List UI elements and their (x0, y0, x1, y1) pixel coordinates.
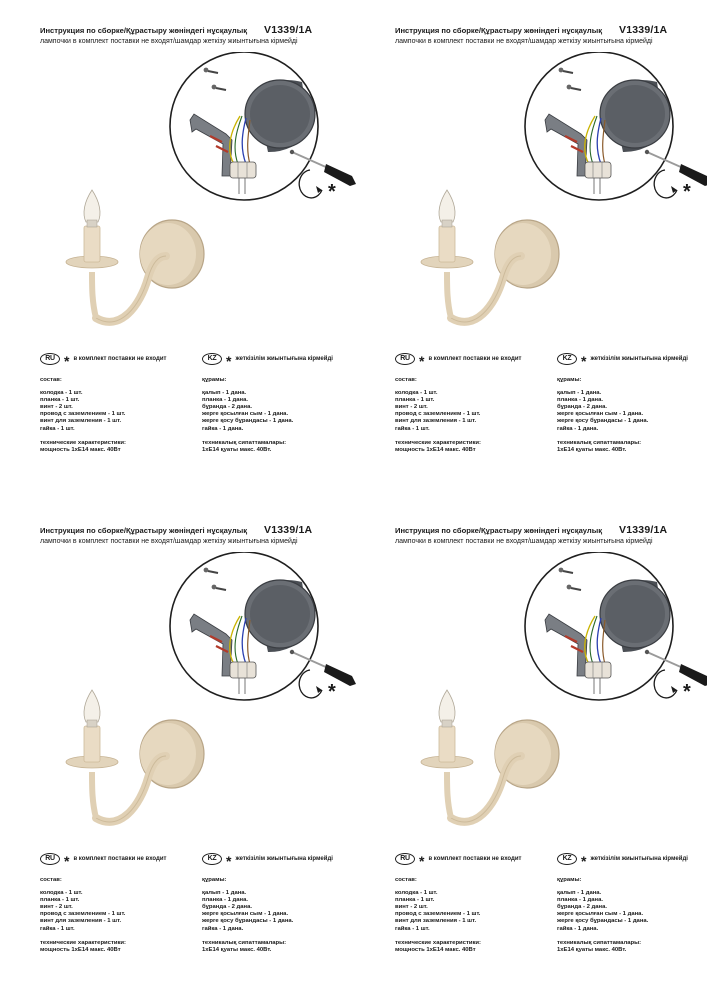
list-item: планка - 1 дана. (202, 897, 248, 904)
kz-contents (202, 877, 377, 954)
rotate-arrow-icon (299, 170, 322, 198)
instruction-card (40, 26, 380, 466)
list-item: жерге қосылған сым - 1 дана. (202, 411, 289, 418)
instruction-card (40, 526, 380, 966)
card-subtitle: лампочки в комплект поставки не входят/шамдар жеткізу жиынтығына кірмейді (395, 38, 653, 45)
kz-tech-value: 1хЕ14 қуаты макс. 40Вт. (202, 446, 272, 453)
kz-badge: KZ (202, 353, 222, 365)
ru-note (40, 353, 167, 369)
list-item: провод с заземлением - 1 шт. (40, 411, 126, 418)
kz-contents-heading: құрамы: (557, 877, 582, 883)
list-item: планка - 1 дана. (557, 397, 603, 404)
ru-note (395, 353, 522, 369)
list-item: жерге қосу бұрандасы - 1 дана. (557, 918, 649, 925)
kz-tech-heading: техникалық сипаттамалары: (202, 439, 287, 446)
ru-star: * (419, 353, 425, 369)
card-title: Инструкция по сборке/Құрастыру жөніндегі нұсқаулық (40, 26, 248, 35)
card-subtitle: лампочки в комплект поставки не входят/шамдар жеткізу жиынтығына кірмейді (395, 538, 653, 545)
assembly-drawing (395, 52, 707, 352)
wall-sconce (421, 190, 559, 322)
ru-tech-heading: технические характеристики: (40, 439, 126, 446)
list-item: планка - 1 шт. (395, 397, 435, 404)
kz-contents-heading: құрамы: (202, 877, 227, 883)
kz-star: * (226, 853, 232, 869)
ru-note-text: в комплект поставки не входит (428, 356, 522, 362)
ru-parts-list (395, 390, 555, 433)
detail-circle (170, 552, 356, 700)
candle-bulb-icon (439, 190, 455, 227)
kz-note-text: жеткізілім жиынтығына кірмейді (590, 856, 688, 862)
rotate-arrow-icon (654, 170, 677, 198)
card-title: Инструкция по сборке/Құрастыру жөніндегі нұсқаулық (395, 526, 603, 535)
ru-contents-heading: состав: (395, 377, 417, 383)
kz-tech-heading: техникалық сипаттамалары: (202, 939, 287, 946)
wall-sconce (66, 190, 204, 322)
kz-contents (557, 877, 707, 954)
list-item: гайка - 1 дана. (202, 925, 244, 932)
ru-contents (395, 377, 555, 454)
diagram-star: * (683, 181, 691, 203)
list-item: планка - 1 шт. (40, 397, 80, 404)
kz-tech-value: 1хЕ14 қуаты макс. 40Вт. (557, 446, 627, 453)
kz-tech-heading: техникалық сипаттамалары: (557, 439, 642, 446)
ru-badge: RU (395, 853, 415, 865)
instruction-card (395, 526, 707, 966)
list-item: планка - 1 шт. (395, 897, 435, 904)
kz-contents (557, 377, 707, 454)
candle-bulb-icon (439, 690, 455, 727)
ru-star: * (419, 853, 425, 869)
list-item: винт для заземления - 1 шт. (395, 918, 477, 925)
rotate-arrow-icon (654, 670, 677, 698)
list-item: бұранда - 2 дана. (202, 404, 252, 411)
list-item: қалып - 1 дана. (557, 390, 602, 397)
kz-contents (202, 377, 377, 454)
kz-star: * (581, 353, 587, 369)
list-item: колодка - 1 шт. (395, 890, 438, 897)
list-item: гайка - 1 шт. (395, 425, 430, 432)
ru-tech-value: мощность 1хЕ14 макс. 40Вт (395, 446, 476, 453)
instruction-card (395, 26, 707, 466)
kz-parts-list (202, 390, 377, 433)
kz-note-text: жеткізілім жиынтығына кірмейді (235, 856, 333, 862)
kz-star: * (581, 853, 587, 869)
diagram-star: * (328, 181, 336, 203)
kz-parts-list (202, 890, 377, 933)
list-item: гайка - 1 шт. (40, 425, 75, 432)
detail-circle (170, 52, 356, 200)
wall-sconce (66, 690, 204, 822)
ru-contents (395, 877, 555, 954)
ru-parts-list (395, 890, 555, 933)
card-title: Инструкция по сборке/Құрастыру жөніндегі нұсқаулық (40, 526, 248, 535)
card-subtitle: лампочки в комплект поставки не входят/шамдар жеткізу жиынтығына кірмейді (40, 38, 298, 45)
kz-note (202, 353, 333, 369)
kz-contents-heading: құрамы: (557, 377, 582, 383)
kz-tech-value: 1хЕ14 қуаты макс. 40Вт. (202, 946, 272, 953)
ru-parts-list (40, 390, 200, 433)
ru-contents (40, 877, 200, 954)
ru-note-text: в комплект поставки не входит (73, 856, 167, 862)
ru-badge: RU (40, 853, 60, 865)
list-item: планка - 1 дана. (202, 397, 248, 404)
diagram-star: * (328, 681, 336, 703)
ru-parts-list (40, 890, 200, 933)
ru-badge: RU (395, 353, 415, 365)
list-item: планка - 1 шт. (40, 897, 80, 904)
list-item: винт для заземления - 1 шт. (40, 418, 122, 425)
candle-bulb-icon (84, 190, 100, 227)
list-item: қалып - 1 дана. (202, 890, 247, 897)
ru-tech-value: мощность 1хЕ14 макс. 40Вт (395, 946, 476, 953)
list-item: бұранда - 2 дана. (557, 404, 607, 411)
list-item: винт - 2 шт. (395, 404, 428, 411)
diagram-star: * (683, 681, 691, 703)
list-item: гайка - 1 шт. (395, 925, 430, 932)
rotate-arrow-icon (299, 670, 322, 698)
ru-contents (40, 377, 200, 454)
list-item: винт - 2 шт. (40, 904, 73, 911)
list-item: қалып - 1 дана. (557, 890, 602, 897)
kz-contents-heading: құрамы: (202, 377, 227, 383)
list-item: колодка - 1 шт. (40, 890, 83, 897)
ru-contents-heading: состав: (40, 877, 62, 883)
assembly-drawing (395, 552, 707, 852)
list-item: провод с заземлением - 1 шт. (395, 411, 481, 418)
ru-star: * (64, 853, 70, 869)
ru-tech-heading: технические характеристики: (40, 939, 126, 946)
kz-note (202, 853, 333, 869)
candle-bulb-icon (84, 690, 100, 727)
list-item: винт - 2 шт. (40, 404, 73, 411)
list-item: жерге қосу бұрандасы - 1 дана. (202, 918, 294, 925)
ru-tech-heading: технические характеристики: (395, 939, 481, 946)
kz-note-text: жеткізілім жиынтығына кірмейді (590, 356, 688, 362)
ru-badge: RU (40, 353, 60, 365)
ru-note (395, 853, 522, 869)
list-item: планка - 1 дана. (557, 897, 603, 904)
list-item: провод с заземлением - 1 шт. (395, 911, 481, 918)
card-subtitle: лампочки в комплект поставки не входят/шамдар жеткізу жиынтығына кірмейді (40, 538, 298, 545)
list-item: жерге қосу бұрандасы - 1 дана. (557, 418, 649, 425)
detail-circle (525, 552, 707, 700)
ru-note-text: в комплект поставки не входит (73, 356, 167, 362)
detail-circle (525, 52, 707, 200)
list-item: винт - 2 шт. (395, 904, 428, 911)
list-item: колодка - 1 шт. (40, 390, 83, 397)
kz-tech-heading: техникалық сипаттамалары: (557, 939, 642, 946)
list-item: колодка - 1 шт. (395, 390, 438, 397)
list-item: винт для заземления - 1 шт. (40, 918, 122, 925)
list-item: бұранда - 2 дана. (557, 904, 607, 911)
ru-tech-value: мощность 1хЕ14 макс. 40Вт (40, 446, 121, 453)
ru-contents-heading: состав: (40, 377, 62, 383)
list-item: гайка - 1 дана. (557, 425, 599, 432)
kz-star: * (226, 353, 232, 369)
kz-badge: KZ (557, 353, 577, 365)
list-item: гайка - 1 шт. (40, 925, 75, 932)
kz-note (557, 853, 688, 869)
list-item: гайка - 1 дана. (202, 425, 244, 432)
list-item: жерге қосылған сым - 1 дана. (202, 911, 289, 918)
list-item: жерге қосылған сым - 1 дана. (557, 911, 644, 918)
model-number: V1339/1A (264, 24, 313, 36)
list-item: жерге қосылған сым - 1 дана. (557, 411, 644, 418)
list-item: қалып - 1 дана. (202, 390, 247, 397)
model-number: V1339/1A (264, 524, 313, 536)
assembly-drawing (40, 552, 380, 852)
list-item: гайка - 1 дана. (557, 925, 599, 932)
kz-badge: KZ (557, 853, 577, 865)
list-item: бұранда - 2 дана. (202, 904, 252, 911)
ru-note-text: в комплект поставки не входит (428, 856, 522, 862)
kz-parts-list (557, 890, 707, 933)
list-item: жерге қосу бұрандасы - 1 дана. (202, 418, 294, 425)
kz-parts-list (557, 390, 707, 433)
ru-note (40, 853, 167, 869)
ru-tech-value: мощность 1хЕ14 макс. 40Вт (40, 946, 121, 953)
model-number: V1339/1A (619, 524, 668, 536)
ru-contents-heading: состав: (395, 877, 417, 883)
kz-tech-value: 1хЕ14 қуаты макс. 40Вт. (557, 946, 627, 953)
ru-tech-heading: технические характеристики: (395, 439, 481, 446)
kz-note (557, 353, 688, 369)
kz-note-text: жеткізілім жиынтығына кірмейді (235, 356, 333, 362)
kz-badge: KZ (202, 853, 222, 865)
assembly-drawing (40, 52, 380, 352)
card-title: Инструкция по сборке/Құрастыру жөніндегі нұсқаулық (395, 26, 603, 35)
ru-star: * (64, 353, 70, 369)
list-item: провод с заземлением - 1 шт. (40, 911, 126, 918)
wall-sconce (421, 690, 559, 822)
model-number: V1339/1A (619, 24, 668, 36)
list-item: винт для заземления - 1 шт. (395, 418, 477, 425)
